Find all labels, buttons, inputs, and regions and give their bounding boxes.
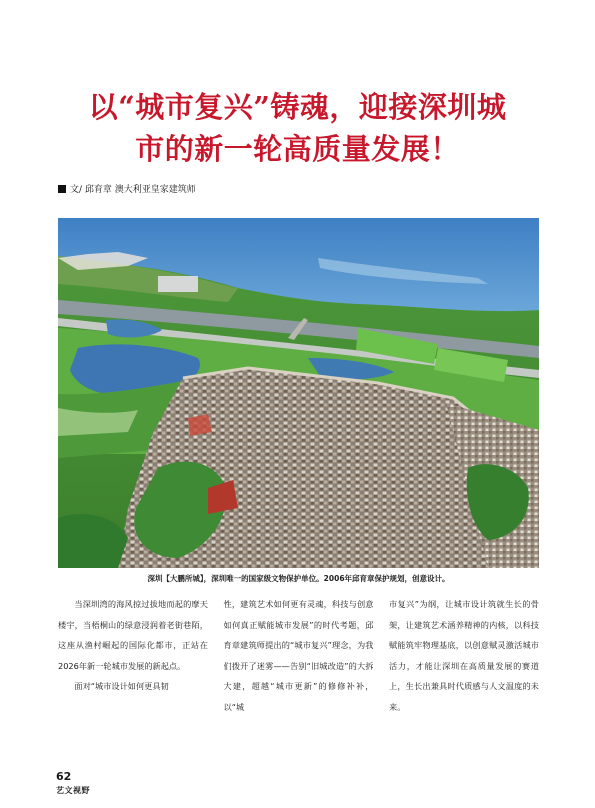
magazine-logo: 艺文视野 (56, 785, 90, 795)
paragraph: 市复兴”为纲，让城市设计筑就生长的骨架，让建筑艺术涵养精神的内核，以科技赋能筑牢物理基底，以创意赋灵激活城市活力，才能让深圳在高质量发展的赛道上，生长出兼具时代质感与人文温度的未来。 (389, 599, 539, 712)
paragraph: 面对“城市设计如何更具韧 (74, 681, 169, 691)
square-bullet-icon (58, 185, 66, 193)
title-line-1: 以“城市复兴”铸魂，迎接深圳城 (88, 90, 507, 124)
page-number: 62 (56, 770, 72, 783)
column-1 (58, 594, 208, 724)
aerial-photo (58, 218, 539, 568)
photo-caption: 深圳【大鹏所城】，深圳唯一的国家级文物保护单位。2006年邱育章保护规划，创意设计。 (147, 574, 450, 583)
paragraph: 性，建筑艺术如何更有灵魂，科技与创意如何真正赋能城市发展”的时代考题，邱育章建筑师提出的“城市复兴”理念，为我们拨开了迷雾——告别“旧城改造”的大拆大建，超越“城市更新”的修修补补，以“城 (223, 599, 374, 712)
byline-text: 文/ 邱育章 澳大利亚皇家建筑师 (70, 185, 196, 195)
byline (58, 182, 196, 195)
aerial-photo-illustration (58, 218, 539, 568)
body-text (58, 594, 539, 724)
title-line-2: 市的新一轮高质量发展！ (135, 132, 460, 166)
column-2 (224, 594, 374, 724)
paragraph: 当深圳湾的海风掠过拔地而起的摩天楼宇，当梧桐山的绿意浸润着老街巷陌，这座从渔村崛起的国际化都市，正站在2026年新一轮城市发展的新起点。 (58, 599, 208, 671)
article-title (40, 86, 555, 170)
column-3 (389, 594, 539, 724)
